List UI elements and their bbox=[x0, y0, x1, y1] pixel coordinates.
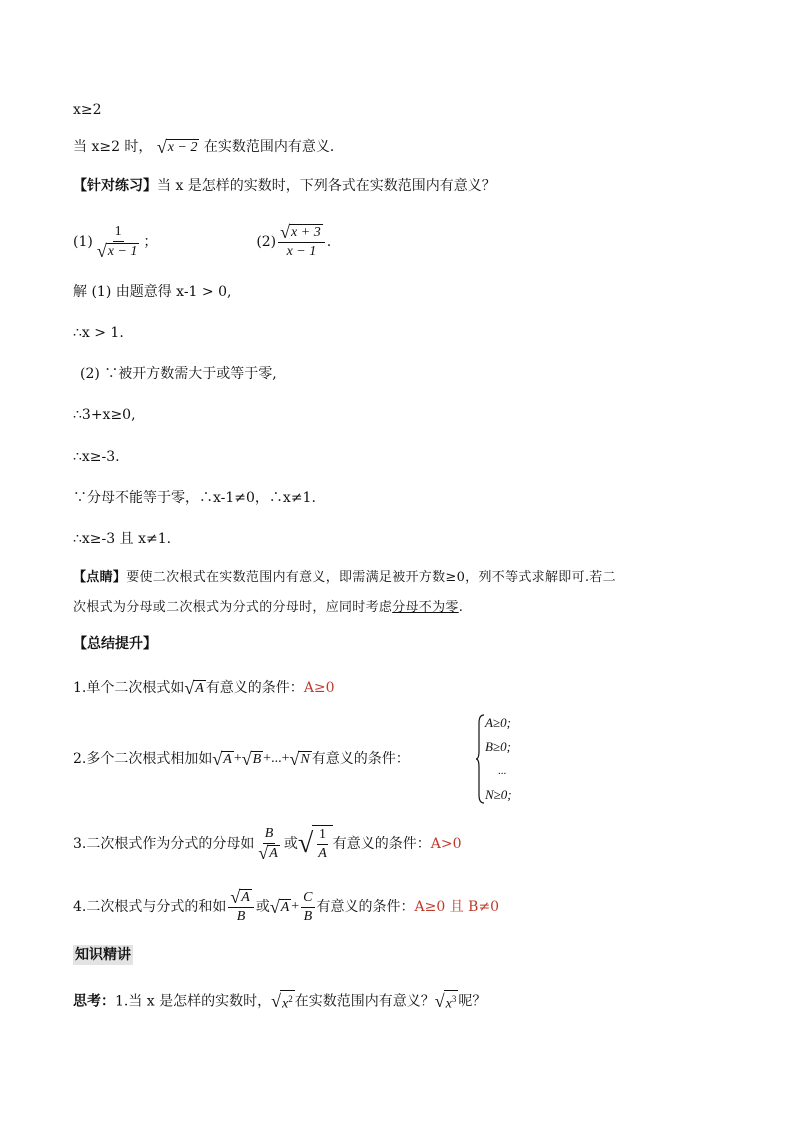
denominator: B bbox=[236, 908, 246, 924]
fraction-2 bbox=[278, 223, 325, 260]
line-practice-expressions bbox=[73, 222, 331, 262]
radicand: x + 3 bbox=[291, 224, 321, 240]
text: ∴x > 1. bbox=[73, 325, 124, 341]
radicand: A bbox=[280, 899, 290, 915]
exponent: 2 bbox=[288, 994, 293, 1004]
radicand: x − 2 bbox=[167, 139, 198, 155]
numerator: C bbox=[301, 889, 314, 908]
operator: +...+ bbox=[263, 751, 290, 767]
sqrt-expression bbox=[184, 678, 205, 698]
text: 解 (1) 由题意得 x-1 > 0, bbox=[73, 284, 232, 300]
line-tip-2 bbox=[73, 598, 463, 618]
sqrt-expression bbox=[230, 888, 251, 906]
fraction bbox=[301, 889, 314, 926]
sqrt-fraction bbox=[298, 823, 333, 865]
line-solution-5 bbox=[73, 447, 120, 467]
sqrt-expression bbox=[270, 886, 291, 928]
line-tip-1 bbox=[73, 568, 616, 588]
separator: ； bbox=[143, 234, 158, 250]
radical-sign: √ bbox=[289, 749, 300, 769]
radical-sign: √ bbox=[212, 749, 223, 769]
text: ∴x≥-3. bbox=[73, 449, 120, 465]
condition-ellipsis: ... bbox=[498, 765, 507, 777]
sqrt-expression bbox=[435, 990, 459, 1013]
sqrt-expression bbox=[271, 990, 295, 1013]
numerator: B bbox=[263, 825, 276, 844]
radical-sign: √ bbox=[269, 897, 280, 917]
sqrt-expression bbox=[212, 749, 233, 769]
text: 次根式为分母或二次根式为分式的分母时，应同时考虑 bbox=[73, 600, 393, 615]
text: 有意义的条件： bbox=[316, 899, 415, 916]
radicand: x bbox=[282, 996, 289, 1012]
summary-item-4 bbox=[73, 886, 499, 928]
radicand: x − 1 bbox=[107, 243, 138, 259]
line-solution-7 bbox=[73, 529, 171, 549]
line-solution-3 bbox=[80, 364, 277, 384]
line-solution-4 bbox=[73, 405, 136, 425]
sqrt-expression bbox=[242, 749, 263, 769]
radicand: A bbox=[269, 845, 278, 861]
text: 【总结提升】 bbox=[73, 636, 157, 652]
item-number: (1) bbox=[73, 234, 93, 250]
text: 有意义的条件： bbox=[205, 680, 304, 697]
radical-sign: √ bbox=[258, 843, 269, 864]
radical-sign: √ bbox=[280, 222, 291, 243]
text: ∴3+x≥0, bbox=[73, 407, 136, 423]
denominator: x − 1 bbox=[286, 243, 317, 259]
denominator: A bbox=[318, 846, 327, 861]
condition: A≥0 bbox=[303, 680, 335, 697]
condition: A>0 bbox=[430, 836, 462, 853]
numerator: 1 bbox=[113, 223, 124, 242]
text: 在实数范围内有意义． bbox=[203, 139, 344, 156]
fraction-1 bbox=[95, 223, 142, 260]
text: 2.多个二次根式相加如 bbox=[73, 751, 213, 768]
radical-sign: √ bbox=[156, 137, 167, 157]
text: 4.二次根式与分式的和如 bbox=[73, 899, 227, 916]
fraction bbox=[228, 888, 253, 925]
summary-item-1 bbox=[73, 678, 335, 698]
radicand: A bbox=[195, 680, 204, 696]
condition-item: B≥0; bbox=[485, 739, 511, 754]
text: 当 x 是怎样的实数时，下列各式在实数范围内有意义？ bbox=[157, 178, 496, 194]
radical-sign: √ bbox=[230, 887, 241, 908]
text: 1.单个二次根式如 bbox=[73, 680, 185, 697]
condition-item: N≥0; bbox=[485, 787, 512, 802]
text: 呢？ bbox=[458, 993, 487, 1010]
summary-item-3 bbox=[73, 823, 462, 865]
text: 或 bbox=[255, 899, 270, 916]
line-think bbox=[73, 990, 486, 1013]
text: 有意义的条件： bbox=[311, 751, 410, 768]
radical-sign: √ bbox=[271, 991, 282, 1012]
summary-heading bbox=[73, 634, 157, 654]
text: 在实数范围内有意义？ bbox=[294, 993, 435, 1010]
line-x-ge-2 bbox=[73, 100, 102, 120]
line-practice-question bbox=[73, 176, 496, 196]
summary-item-2 bbox=[73, 749, 410, 769]
think-label: 思考： bbox=[73, 993, 115, 1010]
condition-item: A≥0; bbox=[485, 715, 511, 730]
radical-sign: √ bbox=[96, 241, 107, 262]
line-solution-2 bbox=[73, 323, 124, 343]
line-meaning-statement bbox=[73, 137, 344, 157]
text: 3.二次根式作为分式的分母如 bbox=[73, 836, 255, 853]
radicand: A bbox=[241, 889, 250, 905]
radical-sign: √ bbox=[184, 678, 195, 698]
operator: + bbox=[291, 899, 300, 915]
sqrt-expression bbox=[289, 749, 311, 769]
numerator: 1 bbox=[317, 826, 328, 845]
item-number: (2) bbox=[256, 234, 277, 250]
text: 或 bbox=[283, 836, 298, 853]
denominator: B bbox=[303, 908, 313, 924]
sqrt-expression bbox=[97, 242, 140, 260]
text: . bbox=[326, 234, 332, 250]
line-solution-1 bbox=[73, 282, 231, 302]
practice-label: 【针对练习】 bbox=[73, 178, 157, 194]
radical-sign: √ bbox=[297, 828, 314, 859]
tip-label: 【点睛】 bbox=[73, 570, 127, 585]
line-solution-6 bbox=[73, 488, 316, 508]
text: 当 x≥2 时， bbox=[73, 139, 153, 156]
radicand: A bbox=[223, 751, 232, 767]
operator: + bbox=[233, 751, 242, 767]
text: 1.当 x 是怎样的实数时， bbox=[115, 993, 272, 1010]
radical-sign: √ bbox=[434, 991, 445, 1012]
text: 要使二次根式在实数范围内有意义，即需满足被开方数≥0，列不等式求解即可.若二 bbox=[126, 570, 616, 585]
text: 有意义的条件： bbox=[332, 836, 431, 853]
exponent: 3 bbox=[451, 994, 457, 1004]
condition: A≥0 且 B≠0 bbox=[414, 899, 500, 916]
underlined-text: 分母不为零 bbox=[392, 600, 459, 615]
text: . bbox=[458, 600, 464, 615]
text: ∵分母不能等于零，∴x-1≠0，∴x≠1. bbox=[73, 490, 316, 506]
text: (2) ∵被开方数需大于或等于零, bbox=[80, 366, 277, 382]
sqrt-expression bbox=[280, 223, 323, 241]
section-heading bbox=[73, 945, 133, 965]
radicand: B bbox=[252, 751, 262, 767]
radical-sign: √ bbox=[241, 749, 252, 769]
sqrt-expression bbox=[258, 844, 279, 862]
sqrt-expression bbox=[157, 137, 200, 157]
radicand: x bbox=[445, 996, 452, 1012]
condition-brace bbox=[476, 713, 536, 805]
radicand: N bbox=[300, 751, 310, 767]
fraction bbox=[256, 825, 281, 862]
text: ∴x≥-3 且 x≠1. bbox=[73, 531, 172, 547]
text: x≥2 bbox=[73, 102, 102, 118]
highlighted-heading: 知识精讲 bbox=[75, 947, 131, 963]
